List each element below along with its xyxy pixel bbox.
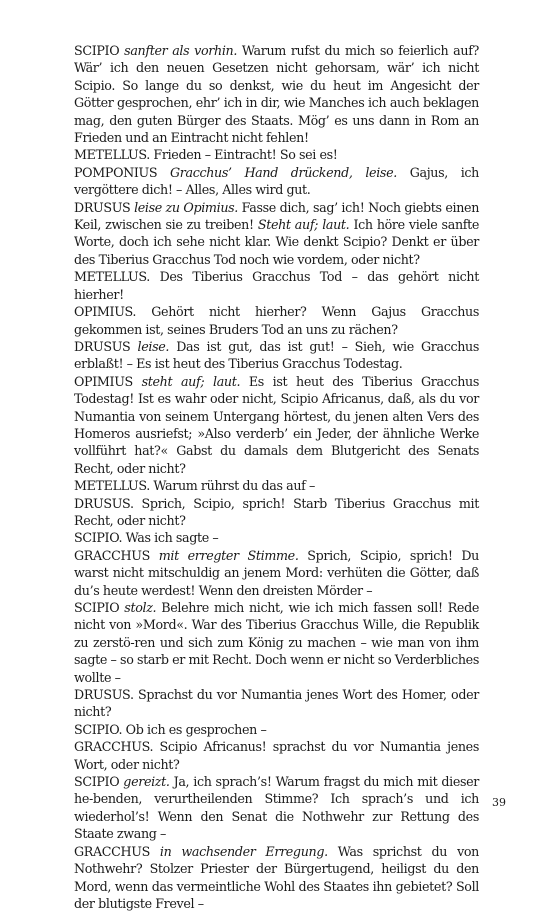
dialogue-text: Was sprichst du von Nothwehr? Stolzer Priester der Bürgertugend, heiligst du den Mord, wenn das vermeintliche Wohl des Staates ihn gebietet? Soll der blutigste Frevel – [74, 843, 479, 911]
dialogue-text: Ich höre viele sanfte Worte, doch ich sehe nicht klar. Wie denkt Scipio? Denkt er über des Tiberius Gracchus Tod noch wie vordem, oder nicht? [74, 217, 480, 267]
dialogue-text: Ob ich es gesprochen – [122, 721, 267, 737]
speaker-name: DRUSUS. [74, 687, 134, 703]
dialogue-text: Warum rufst du mich so feierlich auf? Wär’ ich den neuen Gesetzen nicht gehorsam, wär’ ich nicht Scipio. So lange du so denkst, wie du heut im Angesicht der Götter gesprochen, ehr’ ich in dir, wie Manches ich auch beklagen mag, den guten Bürger des Staats. Mög’ es uns dann in Rom an Frieden und an Eintracht nicht fehlen! [74, 43, 479, 146]
speaker-name: SCIPIO. [74, 721, 123, 737]
speaker-name: GRACCHUS. [74, 739, 154, 755]
dialogue-text: Des Tiberius Gracchus Tod – das gehört nicht hierher! [74, 269, 479, 302]
speaker-name: GRACCHUS [74, 843, 150, 859]
dialogue-text: Ja, ich sprach’s! Warum fragst du mich mit dieser he-benden, verurtheilenden Stimme? Ich sprach’s und ich wiederhol’s! Wenn den Senat die Nothwehr zur Rettung des Staate zwang – [74, 774, 480, 842]
dialogue-text: Scipio Africanus! sprachst du vor Numantia jenes Wort, oder nicht? [74, 739, 479, 772]
speaker-name: SCIPIO [74, 774, 120, 790]
speaker-name: METELLUS. [74, 478, 150, 494]
stage-direction: Gracchus’ Hand drückend, leise. [169, 164, 397, 180]
stage-direction: steht auf; laut. [141, 373, 241, 389]
dialogue-text: Das ist gut, das ist gut! – Sieh, wie Gracchus erblaßt! – Es ist heut des Tiberius Gracchus Todestag. [74, 338, 480, 372]
stage-direction: leise. [137, 338, 170, 354]
stage-direction: mit erregter Stimme. [158, 547, 299, 563]
dialogue-paragraph [74, 599, 479, 686]
speaker-name: SCIPIO [74, 600, 120, 615]
drama-text-block [74, 42, 479, 912]
speaker-name: POMPONIUS [74, 164, 158, 180]
dialogue-paragraph [74, 338, 479, 373]
stage-direction: Steht auf; laut. [257, 217, 350, 233]
speaker-name: DRUSUS. [74, 495, 134, 511]
dialogue-paragraph [74, 268, 479, 303]
dialogue-paragraph [74, 773, 479, 843]
dialogue-text: Gajus, ich vergöttere dich! – Alles, Alles wird gut. [74, 164, 479, 198]
speaker-name: OPIMIUS [74, 373, 133, 389]
dialogue-paragraph [74, 42, 479, 146]
dialogue-paragraph [74, 373, 479, 477]
speaker-name: METELLUS. [74, 269, 150, 285]
stage-direction: sanfter als vorhin. [124, 43, 238, 58]
dialogue-text: Es ist heut des Tiberius Gracchus Todestag! Ist es wahr oder nicht, Scipio Africanus, daß, als du vor Numantia von seinem Untergang hörtest, du jenen alten Vers des Homeros ausriefst; »Also verderb’ ein Jeder, der ähnliche Werke vollführt hat?« Gabst du damals dem Blutgericht des Senats Recht, oder nicht? [74, 373, 479, 476]
speaker-name: SCIPIO [74, 43, 120, 58]
dialogue-paragraph [74, 164, 479, 199]
dialogue-text: Belehre mich nicht, wie ich mich fassen soll! Rede nicht von »Mord«. War des Tiberius Gracchus Wille, die Republik zu zerstö-ren und sich zum König zu machen – wie man von ihm sagte – so starb er mit Recht. Doch wenn er nicht so Verderbliches wollte – [74, 600, 480, 685]
dialogue-paragraph [74, 843, 479, 912]
stage-direction: in wachsender Erregung. [159, 843, 328, 859]
stage-direction: stolz. [124, 600, 157, 615]
dialogue-text: Sprich, Scipio, sprich! Starb Tiberius Gracchus mit Recht, oder nicht? [74, 495, 479, 528]
speaker-name: OPIMIUS. [74, 304, 137, 320]
dialogue-paragraph [74, 495, 479, 530]
speaker-name: METELLUS. [74, 147, 150, 163]
dialogue-paragraph [74, 529, 479, 546]
dialogue-paragraph [74, 146, 479, 163]
page-number: 39 [492, 796, 506, 809]
dialogue-text: Warum rührst du das auf – [149, 478, 315, 494]
dialogue-paragraph [74, 477, 479, 494]
speaker-name: DRUSUS [74, 338, 131, 354]
dialogue-paragraph [74, 199, 479, 269]
dialogue-paragraph [74, 738, 479, 773]
dialogue-text: Was ich sagte – [122, 530, 219, 546]
speaker-name: DRUSUS [74, 199, 131, 215]
speaker-name: SCIPIO. [74, 530, 123, 546]
speaker-name: GRACCHUS [74, 547, 150, 563]
dialogue-text: Gehört nicht hierher? Wenn Gajus Gracchus gekommen ist, seines Bruders Tod an uns zu rächen? [74, 304, 479, 337]
dialogue-paragraph [74, 721, 479, 738]
dialogue-paragraph [74, 547, 479, 599]
dialogue-paragraph [74, 303, 479, 338]
stage-direction: leise zu Opimius. [134, 199, 238, 215]
stage-direction: gereizt. [123, 774, 170, 790]
dialogue-text: Sprachst du vor Numantia jenes Wort des Homer, oder nicht? [74, 687, 479, 720]
dialogue-text: Fasse dich, sag’ ich! Noch giebts einen Keil, zwischen sie zu treiben! [74, 199, 480, 233]
dialogue-text: Sprich, Scipio, sprich! Du warst nicht mitschuldig an jenem Mord: verhüten die Götter, daß du’s heute werdest! Wenn den dreisten Mörder – [74, 547, 480, 598]
dialogue-text: Frieden – Eintracht! So sei es! [149, 147, 338, 163]
dialogue-paragraph [74, 686, 479, 721]
